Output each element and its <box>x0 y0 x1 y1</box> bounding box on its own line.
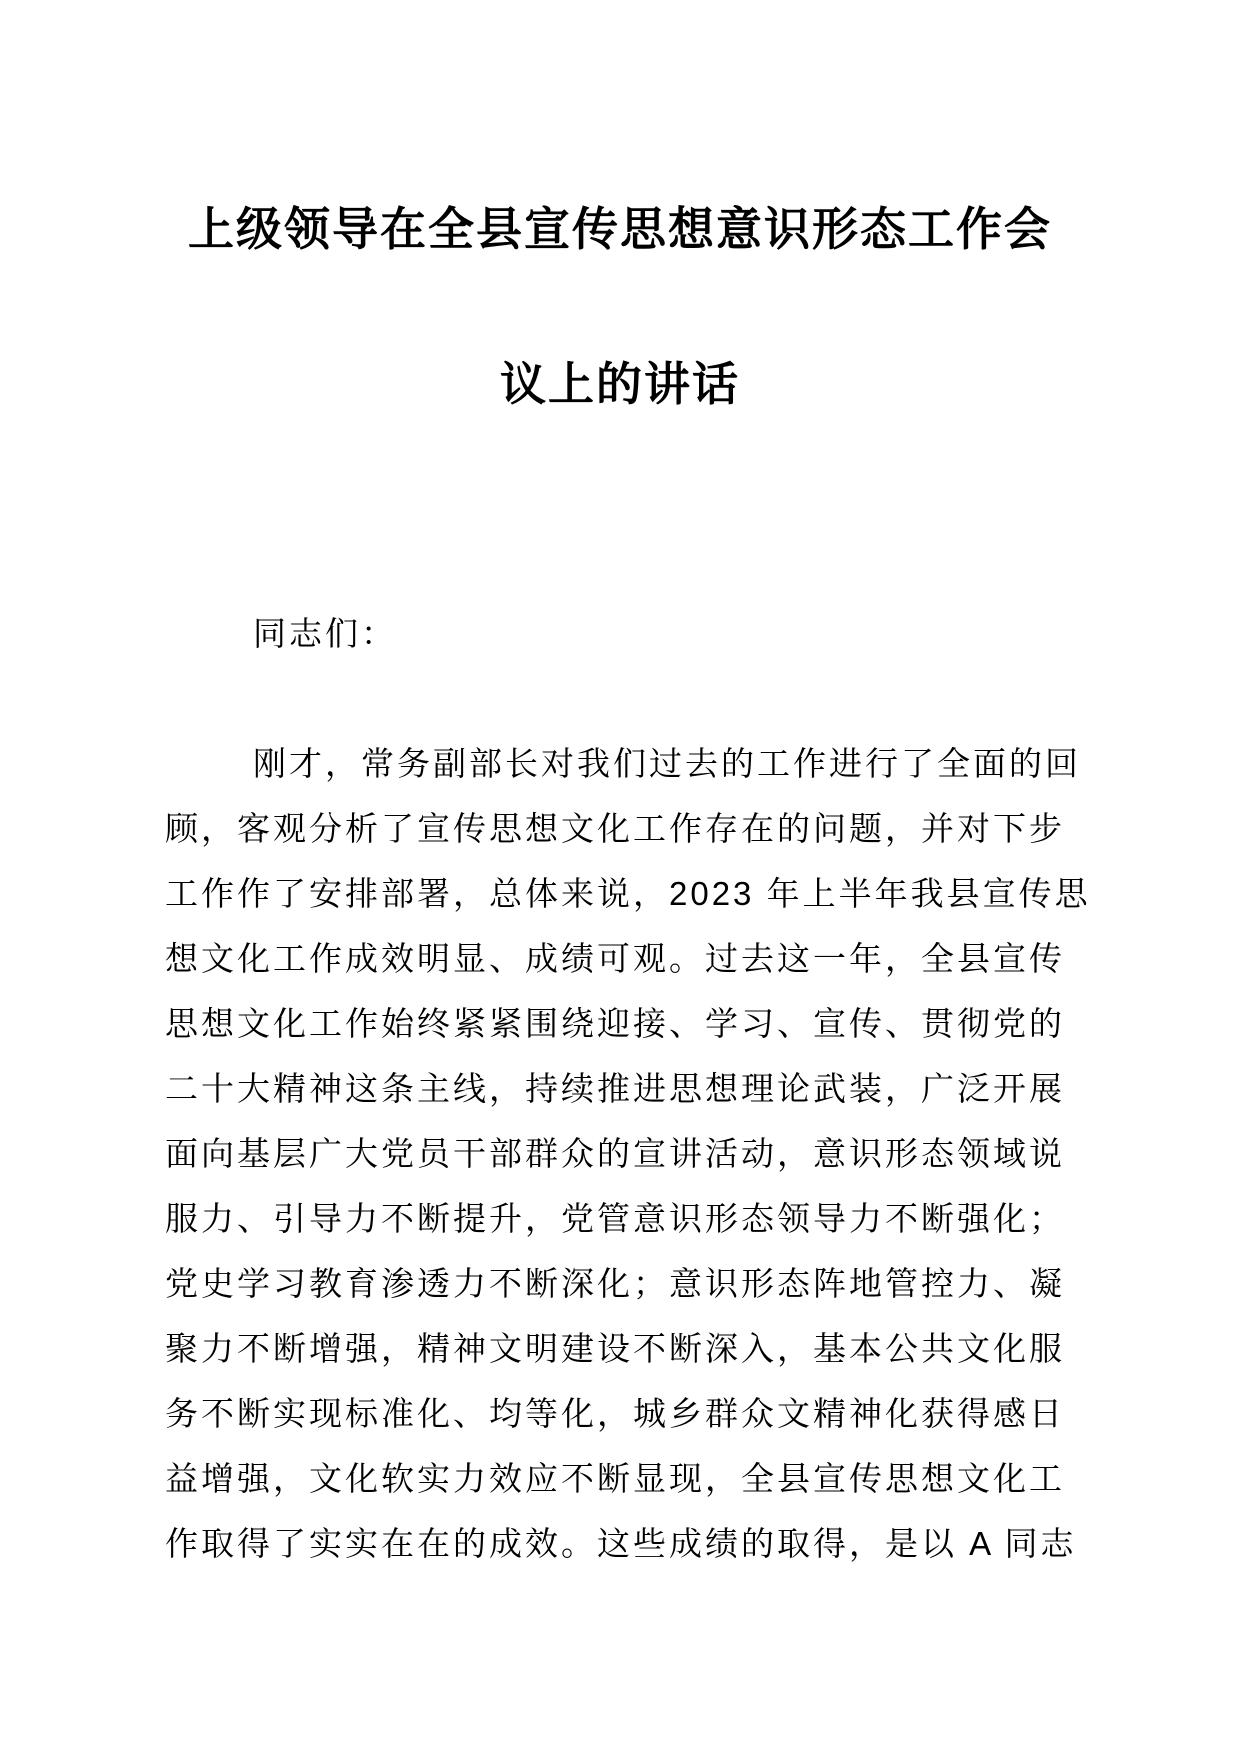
paragraph-line: 思想文化工作始终紧紧围绕迎接、学习、宣传、贯彻党的 <box>165 1005 1065 1042</box>
paragraph-line: 工作作了安排部署，总体来说，2023 年上半年我县宣传思 <box>165 875 1091 912</box>
paragraph-line: 益增强，文化软实力效应不断显现，全县宣传思想文化工 <box>165 1460 1065 1497</box>
paragraph-line: 面向基层广大党员干部群众的宣讲活动，意识形态领域说 <box>165 1135 1065 1172</box>
greeting-line: 同志们： <box>253 615 397 652</box>
document-title <box>0 152 1240 462</box>
paragraph-line: 二十大精神这条主线，持续推进思想理论武装，广泛开展 <box>165 1070 1065 1107</box>
paragraph-line: 聚力不断增强，精神文明建设不断深入，基本公共文化服 <box>165 1330 1065 1367</box>
document-title-line-1: 上级领导在全县宣传思想意识形态工作会 <box>188 203 1052 255</box>
paragraph-line: 党史学习教育渗透力不断深化；意识形态阵地管控力、凝 <box>165 1265 1065 1302</box>
paragraph-line: 刚才，常务副部长对我们过去的工作进行了全面的回 <box>253 745 1081 782</box>
paragraph-line: 服力、引导力不断提升，党管意识形态领导力不断强化； <box>165 1200 1065 1237</box>
paragraph-line: 想文化工作成效明显、成绩可观。过去这一年，全县宣传 <box>165 940 1065 977</box>
paragraph-line: 顾，客观分析了宣传思想文化工作存在的问题，并对下步 <box>165 810 1065 847</box>
paragraph-line: 作取得了实实在在的成效。这些成绩的取得，是以 A 同志 <box>165 1525 1077 1562</box>
body-paragraph <box>165 731 1091 1576</box>
paragraph-line: 务不断实现标准化、均等化，城乡群众文精神化获得感日 <box>165 1395 1065 1432</box>
document-title-line-2: 议上的讲话 <box>500 358 740 410</box>
